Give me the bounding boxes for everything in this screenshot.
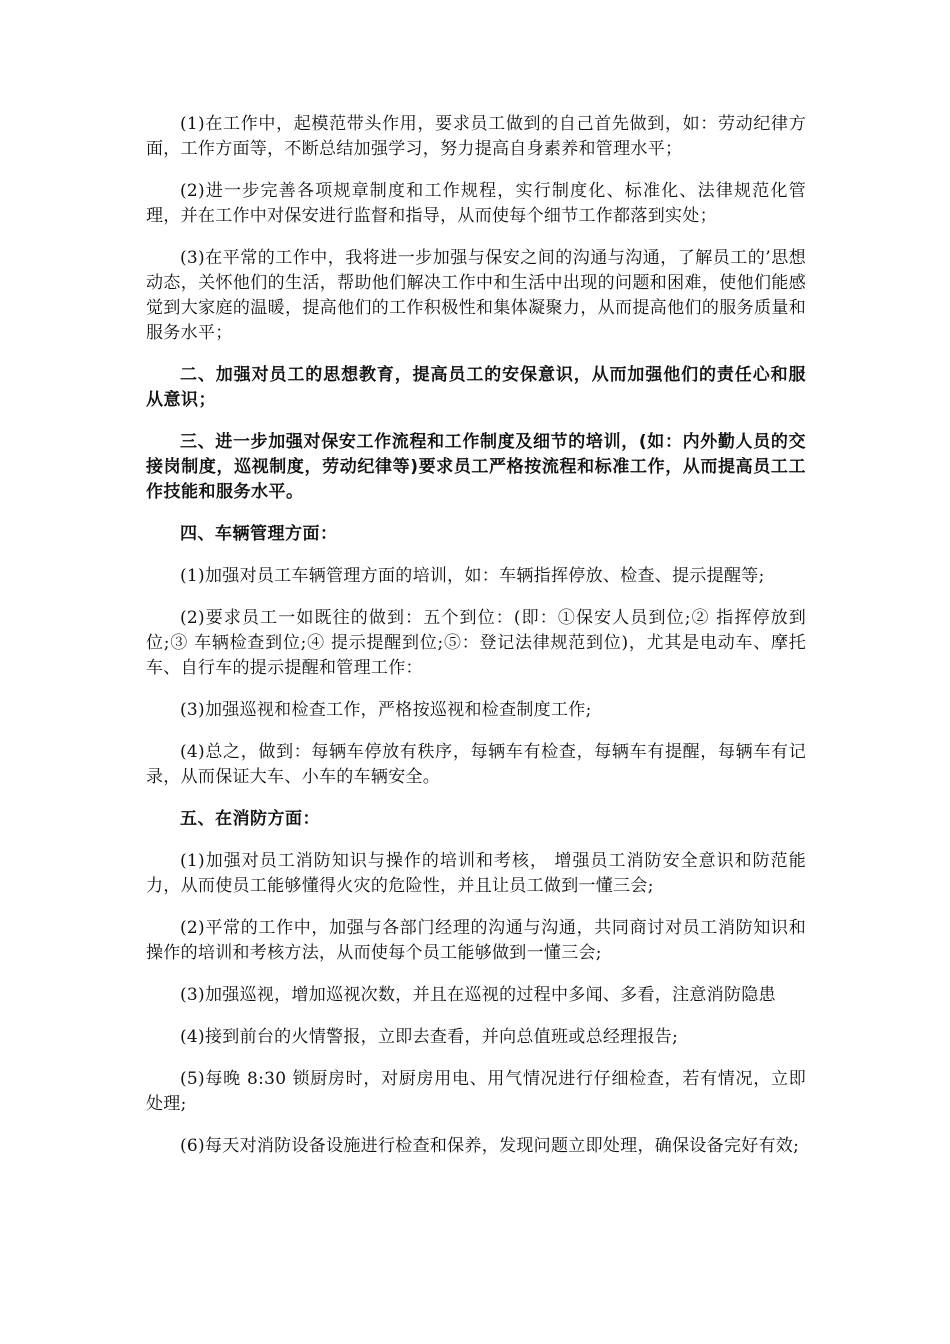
paragraph-item-5-6: (6)每天对消防设备设施进行检查和保养，发现问题立即处理，确保设备完好有效;	[180, 1136, 800, 1156]
section-heading-5: 五、在消防方面：	[180, 809, 320, 829]
paragraph-item-5-4: (4)接到前台的火情警报，立即去查看，并向总值班或总经理报告;	[180, 1027, 679, 1047]
section-heading-3: 三、进一步加强对保安工作流程和工作制度及细节的培训，(如：内外勤人员的交接岗制度，巡视制度，劳动纪律等)要求员工严格按流程和标准工作，从而提高员工工作技能和服务水平。	[146, 432, 806, 502]
paragraph-item-5-5: (5)每晚 8:30 锁厨房时，对厨房用电、用气情况进行仔细检查，若有情况，立即处理;	[146, 1069, 806, 1114]
section-heading-4: 四、车辆管理方面：	[180, 524, 338, 544]
paragraph-item-4-1: (1)加强对员工车辆管理方面的培训，如：车辆指挥停放、检查、提示提醒等;	[180, 566, 765, 586]
paragraph-item-4-2: (2)要求员工一如既往的做到：五个到位：(即：①保安人员到位;② 指挥停放到位;③ 车辆检查到位;④ 提示提醒到位;⑤：登记法律规范到位)，尤其是电动车、摩托车、自行车的提示提醒和管理工作：	[146, 608, 806, 678]
paragraph-item-5-1: (1)加强对员工消防知识与操作的培训和考核， 增强员工消防安全意识和防范能力，从而使员工能够懂得火灾的危险性，并且让员工做到一懂三会;	[146, 851, 806, 896]
paragraph-item-1-2: (2)进一步完善各项规章制度和工作规程，实行制度化、标准化、法律规范化管理，并在工作中对保安进行监督和指导，从而使每个细节工作都落到实处；	[146, 181, 806, 226]
paragraph-item-5-2: (2)平常的工作中，加强与各部门经理的沟通与沟通，共同商讨对员工消防知识和操作的培训和考核方法，从而使每个员工能够做到一懂三会;	[146, 918, 806, 963]
section-heading-2: 二、加强对员工的思想教育，提高员工的安保意识，从而加强他们的责任心和服从意识；	[146, 365, 806, 410]
paragraph-item-1-1: (1)在工作中，起模范带头作用，要求员工做到的自己首先做到，如：劳动纪律方面，工作方面等，不断总结加强学习，努力提高自身素养和管理水平；	[146, 114, 806, 159]
paragraph-item-4-3: (3)加强巡视和检查工作，严格按巡视和检查制度工作;	[180, 700, 592, 720]
document-page	[146, 112, 806, 1176]
paragraph-item-5-3: (3)加强巡视，增加巡视次数，并且在巡视的过程中多闻、多看，注意消防隐患	[180, 985, 776, 1005]
paragraph-item-1-3: (3)在平常的工作中，我将进一步加强与保安之间的沟通与沟通，了解员工的’思想动态，关怀他们的生活，帮助他们解决工作中和生活中出现的问题和困难，使他们能感觉到大家庭的温暖，提高他们的工作积极性和集体凝聚力，从而提高他们的服务质量和服务水平；	[146, 248, 806, 343]
paragraph-item-4-4: (4)总之，做到：每辆车停放有秩序，每辆车有检查，每辆车有提醒，每辆车有记录，从而保证大车、小车的车辆安全。	[146, 742, 806, 787]
